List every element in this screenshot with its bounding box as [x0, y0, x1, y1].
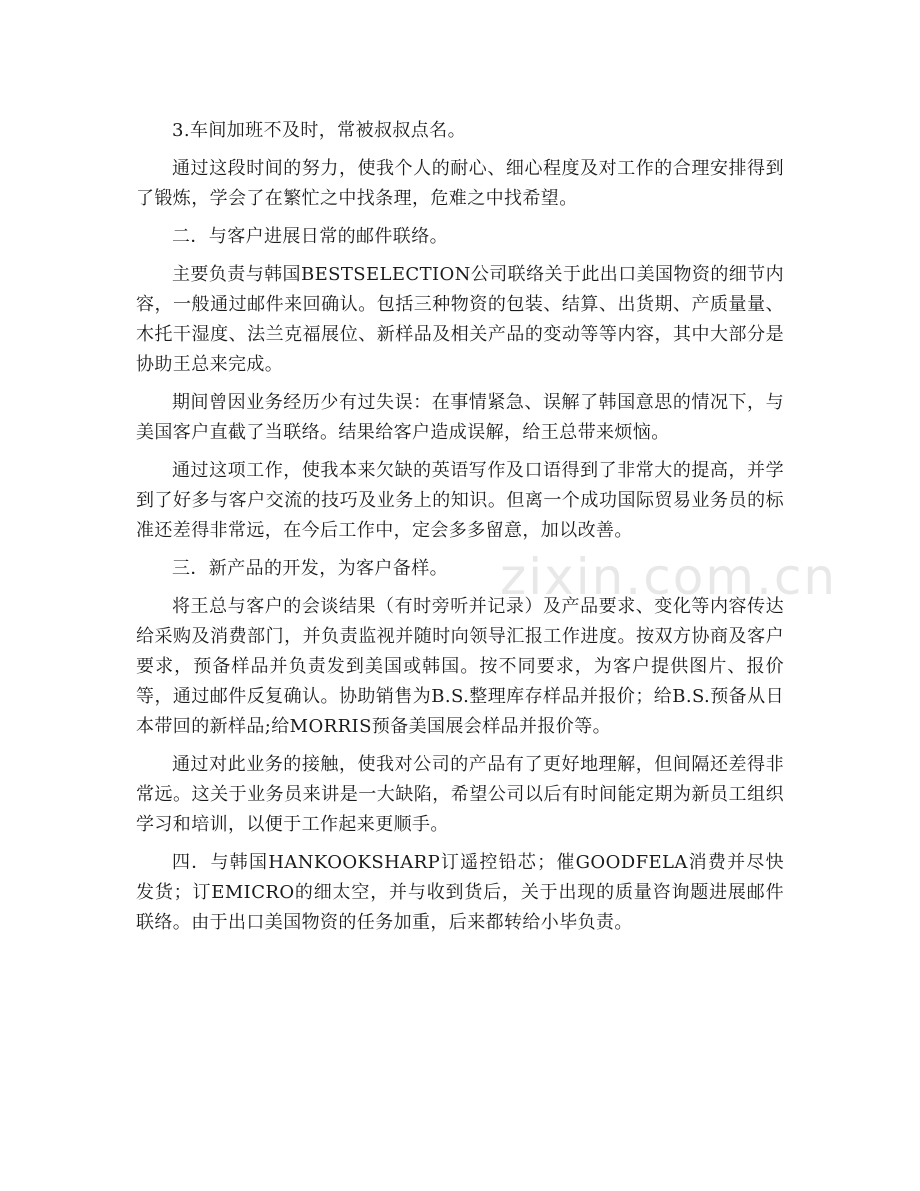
paragraph-sample-preparation: 将王总与客户的会谈结果（有时旁听并记录）及产品要求、变化等内容传达给采购及消费部门，并负责监视并随时向领导汇报工作进度。按双方协商及客户要求，预备样品并负责发到美国或韩国。按不同要求，为客户提供图片、报价等，通过邮件反复确认。协助销售为B.S.整理库存样品并报价；给B.S.预备从日本带回的新样品;给MORRIS预备美国展会样品并报价等。	[136, 596, 784, 737]
section-heading-new-products: 三．新产品的开发，为客户备样。	[172, 558, 448, 579]
document-body	[136, 116, 784, 946]
paragraph-effort-summary: 通过这段时间的努力，使我个人的耐心、细心程度及对工作的合理安排得到了锻炼，学会了在繁忙之中找条理，危难之中找希望。	[136, 158, 784, 209]
paragraph-training-hope: 通过对此业务的接触，使我对公司的产品有了更好地理解，但间隔还差得非常远。这关于业务员来讲是一大缺陷，希望公司以后有时间能定期为新员工组织学习和培训，以便于工作起来更顺手。	[136, 754, 784, 835]
paragraph-korea-contact: 主要负责与韩国BESTSELECTION公司联络关于此出口美国物资的细节内容，一般通过邮件来回确认。包括三种物资的包装、结算、出货期、产质量量、木托干湿度、法兰克福展位、新样品及相关产品的变动等等内容，其中大部分是协助王总来完成。	[136, 264, 784, 375]
section-heading-korea-orders: 四．与韩国HANKOOKSHARP订遥控铅芯；催GOODFELA消费并尽快发货；订EMICRO的细太空，并与收到货后，关于出现的质量咨询题进展邮件联络。由于出口美国物资的任务加重，后来都转给小毕负责。	[136, 852, 784, 933]
section-heading-email-contact: 二．与客户进展日常的邮件联络。	[172, 226, 448, 247]
paragraph-workshop-overtime: 3.车间加班不及时，常被叔叔点名。	[172, 120, 466, 141]
paragraph-english-improvement: 通过这项工作，使我本来欠缺的英语写作及口语得到了非常大的提高，并学到了好多与客户交流的技巧及业务上的知识。但离一个成功国际贸易业务员的标准还差得非常远，在今后工作中，定会多多留意，加以改善。	[136, 460, 784, 541]
paragraph-mistake: 期间曾因业务经历少有过失误：在事情紧急、误解了韩国意思的情况下，与美国客户直截了当联络。结果给客户造成误解，给王总带来烦恼。	[136, 392, 784, 443]
watermark: zixin.com.cn	[500, 548, 838, 606]
